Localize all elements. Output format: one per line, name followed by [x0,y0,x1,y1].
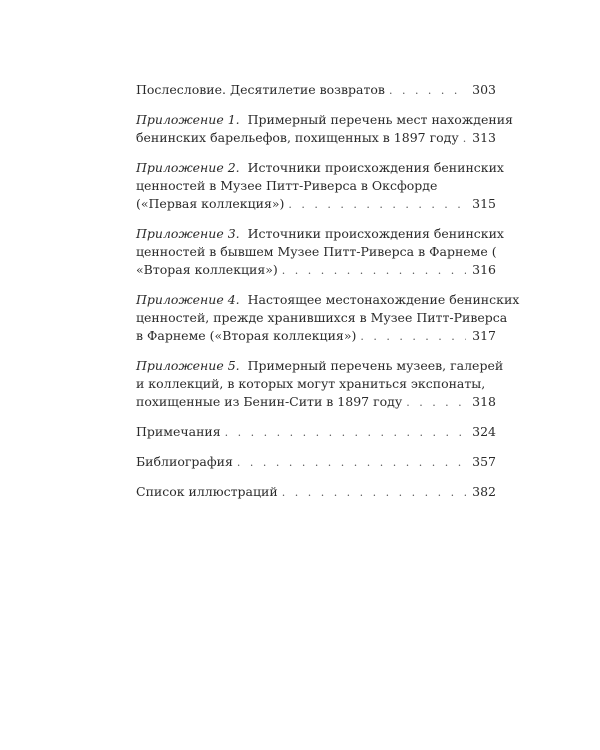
toc-entry-text: Источники происхождения бенинских [247,226,504,241]
toc-entry-last-line [136,393,496,412]
dot-leader [282,484,466,502]
toc-entry-text: бенинских барельефов, похищенных в 1897 году [136,130,459,145]
toc-page-number: 313 [472,130,496,145]
toc-entry-text: Настоящее местонахождение бенинских [247,292,520,307]
toc-page-number: 315 [472,196,496,211]
toc-entry-line: ценностей в Музее Питт-Риверса в Оксфорде [136,178,438,193]
toc-entry-line [136,225,504,243]
toc-entry-last-line [136,453,496,472]
toc-entry-appendix-1[interactable] [136,111,513,148]
toc-entry-last-line [136,129,496,148]
dot-leader [225,424,466,442]
toc-page-number: 303 [472,82,496,97]
toc-entry-last-line [136,423,496,442]
toc-page-number: 317 [472,328,496,343]
toc-entry-text: в Фарнеме («Вторая коллекция») [136,328,357,343]
dot-leader [237,454,466,472]
toc-entry-line [136,111,513,129]
toc-entry-text: Примерный перечень мест нахождения [247,112,513,127]
toc-entry-appendix-5[interactable] [136,357,504,412]
toc-entry-text: Примерный перечень музеев, галерей [247,358,504,373]
toc-page-number: 324 [472,424,496,439]
toc-entry-title: Список иллюстраций [136,484,278,499]
toc-entry-line: ценностей, прежде хранившихся в Музее Питт-Риверса [136,310,508,325]
dot-leader [463,130,466,148]
toc-entry-text: «Вторая коллекция») [136,262,278,277]
dot-leader [360,328,466,346]
appendix-label: Приложение 5. [136,358,244,373]
toc-entry-last-line [136,261,496,280]
toc-entry-last-line: ценностей в бывшем Музее Питт-Риверса в Фарнеме ( [136,244,497,259]
toc-entry-title: Примечания [136,424,221,439]
toc-entry-appendix-4[interactable] [136,291,520,346]
toc-entry-appendix-2[interactable] [136,159,504,214]
dot-leader [282,262,466,280]
toc-entry-line [136,357,504,375]
toc-entry-title: Послесловие. Десятилетие возвратов [136,82,385,97]
toc-entry-line [136,291,520,309]
toc-entry-last-line [136,483,496,502]
dot-leader [406,394,466,412]
toc-entry-line [136,159,504,177]
toc-page-number: 318 [472,394,496,409]
toc-entry-afterword[interactable] [136,81,496,100]
toc-page-number: 382 [472,484,496,499]
toc-page-number: 357 [472,454,496,469]
toc-entry-bibliography[interactable] [136,453,496,472]
dot-leader [288,196,466,214]
toc-entry-text: Источники происхождения бенинских [247,160,504,175]
appendix-label: Приложение 4. [136,292,244,307]
table-of-contents [136,81,520,513]
toc-entry-last-line [136,327,496,346]
toc-entry-last-line [136,195,496,214]
toc-page-number: 316 [472,262,496,277]
toc-entry-last-line [136,81,496,100]
dot-leader [389,82,466,100]
toc-entry-text: похищенные из Бенин-Сити в 1897 году [136,394,403,409]
toc-entry-illustrations[interactable] [136,483,496,502]
appendix-label: Приложение 1. [136,112,244,127]
toc-entry-title: Библиография [136,454,233,469]
toc-entry-text: («Первая коллекция») [136,196,285,211]
toc-entry-notes[interactable] [136,423,496,442]
appendix-label: Приложение 2. [136,160,244,175]
appendix-label: Приложение 3. [136,226,244,241]
toc-entry-appendix-3[interactable] [136,225,504,280]
toc-entry-line: и коллекций, в которых могут храниться экспонаты, [136,376,486,391]
